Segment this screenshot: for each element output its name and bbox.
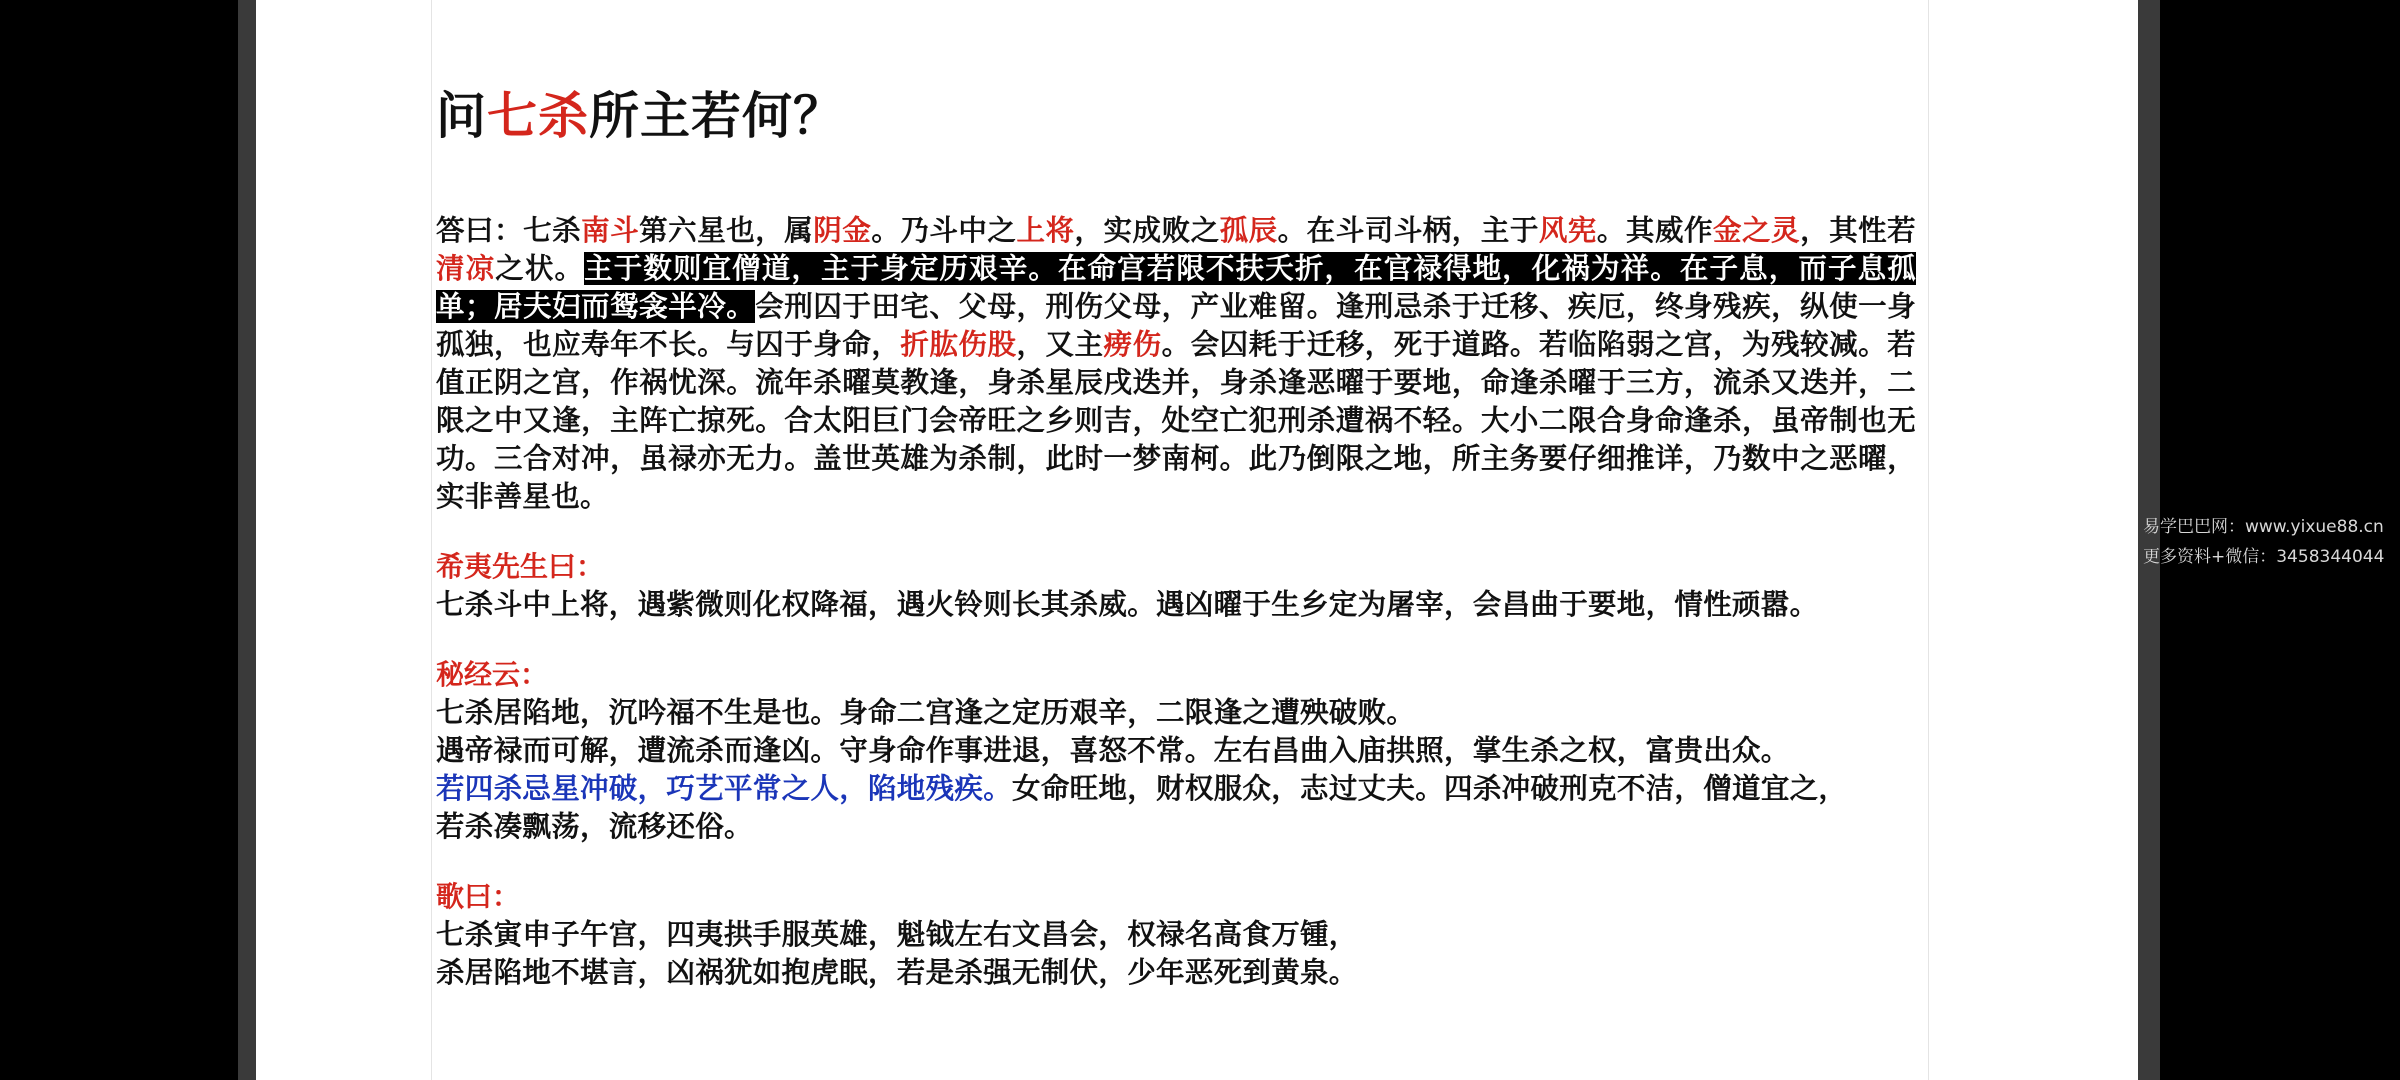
answer-text: 第六星也，属 [639, 214, 814, 247]
title-highlight: 七杀 [487, 86, 589, 145]
answer-text: ，实成败之 [1074, 214, 1220, 247]
answer-paragraph [436, 212, 1916, 516]
answer-text: 。在斗司斗柄，主于 [1277, 214, 1539, 247]
title-prefix: 问 [436, 86, 487, 145]
left-black-margin [0, 0, 238, 1080]
answer-text: 。乃斗中之 [871, 214, 1017, 247]
answer-keyword: 痨伤 [1103, 328, 1162, 361]
answer-keyword: 清凉 [436, 252, 496, 285]
left-viewer-edge [238, 0, 256, 1080]
answer-keyword: 阴金 [813, 214, 872, 247]
answer-keyword: 折肱伤股 [900, 328, 1017, 361]
answer-keyword: 上将 [1016, 214, 1075, 247]
mijing-section [436, 656, 1916, 846]
watermark [2143, 512, 2400, 572]
answer-text: 答曰：七杀 [436, 214, 582, 247]
answer-keyword: 孤辰 [1219, 214, 1278, 247]
section-heading: 歌曰： [436, 880, 521, 913]
document-content [436, 80, 1916, 992]
section-line: 若杀凑飘荡，流移还俗。 [436, 810, 753, 843]
section-heading: 希夷先生曰： [436, 550, 605, 583]
answer-text: 会刑囚于田宅、父母，刑伤父母，产业难留。逢刑忌杀于迁移、疾厄，终身残疾，纵使一身孤独，也应寿年不长。与囚于身命， [436, 290, 1916, 361]
xiyi-section [436, 548, 1916, 624]
section-line: 七杀寅申子午宫，四夷拱手服英雄，魁钺左右文昌会，权禄名高食万锺， [436, 918, 1358, 951]
ge-section [436, 878, 1916, 992]
section-heading: 秘经云： [436, 658, 549, 691]
document-page [256, 0, 2138, 1080]
watermark-line: 易学巴巴网：www.yixue88.cn [2143, 517, 2384, 537]
answer-text: 。其威作 [1596, 214, 1713, 247]
section-line: 七杀居陷地，沉吟福不生是也。身命二宫逢之定历艰辛，二限逢之遭殃破败。 [436, 696, 1416, 729]
title-suffix: 所主若何？ [589, 86, 844, 145]
highlighted-selection[interactable]: 主于数则宜僧道，主于身定历艰辛。在命宫若限不扶夭折，在官禄得地，化祸为祥。在子息，而子息孤单；居夫妇而鸳衾半冷。 [436, 252, 1916, 323]
section-line: 杀居陷地不堪言，凶祸犹如抱虎眠，若是杀强无制伏，少年恶死到黄泉。 [436, 956, 1358, 989]
line-rest: 女命旺地，财权服众，志过丈夫。四杀冲破刑克不洁，僧道宜之， [1012, 772, 1848, 805]
page-margin-guide-left [431, 0, 432, 1080]
section-line: 七杀斗中上将，遇紫微则化权降福，遇火铃则长其杀威。遇凶曜于生乡定为屠宰，会昌曲于要地，情性顽嚣。 [436, 588, 1819, 621]
watermark-line: 更多资料+微信：3458344044 [2143, 547, 2385, 567]
section-line [436, 770, 1916, 808]
answer-text: ，其性若 [1800, 214, 1916, 247]
answer-text: ，又主 [1016, 328, 1104, 361]
answer-keyword: 南斗 [581, 214, 640, 247]
page-title [436, 80, 1916, 152]
answer-text: 之状。 [495, 252, 585, 285]
section-line: 遇帝禄而可解，遭流杀而逢凶。守身命作事进退，喜怒不常。左右昌曲入庙拱照，掌生杀之权，富贵出众。 [436, 734, 1790, 767]
answer-text: 。会囚耗于迁移，死于道路。若临陷弱之宫，为残较减。若值正阴之宫，作祸忧深。流年杀曜莫教逢，身杀星辰戌迭并，身杀逢恶曜于要地，命逢杀曜于三方，流杀又迭并，二限之中又逢，主阵亡掠死。合太阳巨门会帝旺之乡则吉，处空亡犯刑杀遭祸不轻。大小二限合身命逢杀，虽帝制也无功。三合对冲，虽禄亦无力。盖世英雄为杀制，此时一梦南柯。此乃倒限之地，所主务要仔细推详，乃数中之恶曜，实非善星也。 [436, 328, 1916, 513]
answer-keyword: 金之灵 [1713, 214, 1801, 247]
answer-keyword: 风宪 [1538, 214, 1597, 247]
page-margin-guide-right [1928, 0, 1929, 1080]
blue-emphasis: 若四杀忌星冲破，巧艺平常之人，陷地残疾。 [436, 772, 1013, 805]
